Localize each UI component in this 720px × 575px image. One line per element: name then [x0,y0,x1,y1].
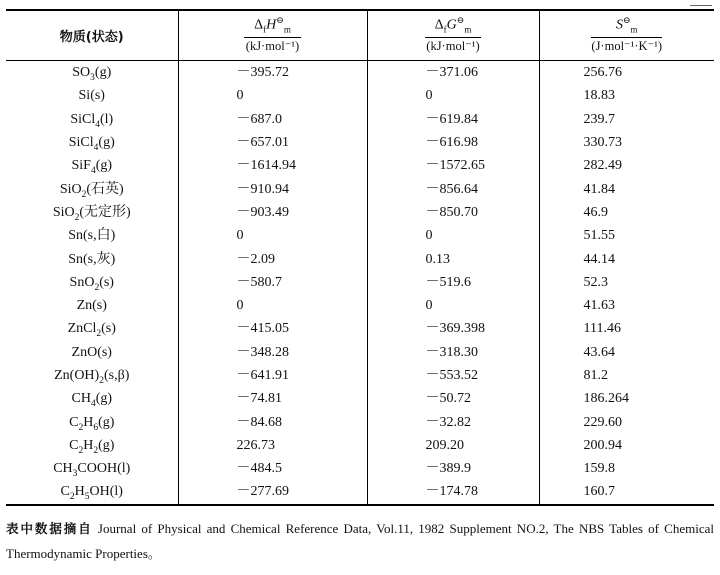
table-row [6,177,714,200]
entropy-cell: 41.63 [539,294,714,317]
enthalpy-cell: 0 [178,294,367,317]
enthalpy-cell: －395.72 [178,61,367,85]
enthalpy-column-header [178,10,367,61]
gibbs-energy-cell: －619.84 [367,108,539,131]
entropy-symbol: $S^⊖_m$ [591,16,662,38]
substance-cell: ZnCl$_2$(s) [6,317,178,340]
enthalpy-cell: －415.05 [178,317,367,340]
source-note [6,516,714,566]
gibbs-energy-cell: 209.20 [367,434,539,457]
entropy-cell: 186.264 [539,387,714,410]
entropy-cell: 330.73 [539,131,714,154]
gibbs-energy-cell: －32.82 [367,410,539,433]
substance-column-header: 物质(状态) [6,10,178,61]
entropy-cell: 229.60 [539,410,714,433]
enthalpy-cell: －1614.94 [178,154,367,177]
table-row [6,294,714,317]
entropy-cell: 52.3 [539,271,714,294]
table-row [6,108,714,131]
enthalpy-cell: －641.91 [178,364,367,387]
substance-cell: $SO_3(g)$ [6,61,178,85]
source-note-prefix: 表中数据摘自 [6,521,93,536]
gibbs-unit: (kJ·mol⁻¹) [426,39,480,54]
entropy-cell: 18.83 [539,84,714,107]
gibbs-energy-cell: －174.78 [367,480,539,504]
substance-cell: Si(s) [6,84,178,107]
substance-cell: $C_2H_6(g)$ [6,410,178,433]
entropy-cell: 44.14 [539,247,714,270]
enthalpy-cell: －657.01 [178,131,367,154]
substance-cell: $CH_3COOH(l)$ [6,457,178,480]
entropy-cell: 200.94 [539,434,714,457]
gibbs-symbol: $\Delta_fG^⊖_m$ [425,16,482,38]
gibbs-energy-cell: －616.98 [367,131,539,154]
gibbs-column-header [367,10,539,61]
entropy-cell: 41.84 [539,177,714,200]
entropy-cell: 159.8 [539,457,714,480]
enthalpy-unit: (kJ·mol⁻¹) [245,39,300,54]
substance-cell: SnO$_2$(s) [6,271,178,294]
gibbs-energy-cell: －519.6 [367,271,539,294]
substance-cell: SiO$_2$(石英) [6,177,178,200]
table-row [6,410,714,433]
entropy-cell: 256.76 [539,61,714,85]
gibbs-energy-cell: －389.9 [367,457,539,480]
entropy-unit: (J·mol⁻¹·K⁻¹) [591,39,663,54]
enthalpy-cell: －84.68 [178,410,367,433]
substance-cell: $C_2H_5OH(l)$ [6,480,178,504]
table-row [6,480,714,504]
table-row [6,457,714,480]
enthalpy-symbol: $\Delta_fH^⊖_m$ [244,16,301,38]
gibbs-energy-cell: －856.64 [367,177,539,200]
gibbs-energy-cell: －371.06 [367,61,539,85]
substance-cell: SiO$_2$(无定形) [6,201,178,224]
gibbs-energy-cell: 0.13 [367,247,539,270]
substance-cell: Sn(s,灰) [6,247,178,270]
table-row [6,131,714,154]
table-row [6,84,714,107]
table-row [6,317,714,340]
entropy-cell: 81.2 [539,364,714,387]
entropy-cell: 111.46 [539,317,714,340]
enthalpy-cell: －277.69 [178,480,367,504]
enthalpy-cell: －2.09 [178,247,367,270]
enthalpy-cell: 0 [178,84,367,107]
substance-cell: Sn(s,白) [6,224,178,247]
entropy-cell: 239.7 [539,108,714,131]
gibbs-energy-cell: －369.398 [367,317,539,340]
entropy-cell: 51.55 [539,224,714,247]
gibbs-energy-cell: －50.72 [367,387,539,410]
table-row [6,201,714,224]
source-note-text: Journal of Physical and Chemical Reference Data, Vol.11, 1982 Supplement NO.2, The NBS Tables of Chemical Thermodynamic Properties。 [6,521,714,561]
enthalpy-cell: －580.7 [178,271,367,294]
substance-cell: SiCl$_4$(g) [6,131,178,154]
table-row [6,364,714,387]
substance-cell: $CH_4(g)$ [6,387,178,410]
substance-cell: Zn(s) [6,294,178,317]
substance-cell: ZnO(s) [6,341,178,364]
gibbs-energy-cell: 0 [367,224,539,247]
entropy-column-header [539,10,714,61]
enthalpy-cell: 0 [178,224,367,247]
enthalpy-cell: －74.81 [178,387,367,410]
table-row [6,154,714,177]
substance-cell: $Zn(OH)_2(s,\beta)$ [6,364,178,387]
gibbs-energy-cell: 0 [367,84,539,107]
substance-cell: SiCl$_4$(l) [6,108,178,131]
enthalpy-cell: －903.49 [178,201,367,224]
gibbs-energy-cell: －850.70 [367,201,539,224]
entropy-cell: 43.64 [539,341,714,364]
enthalpy-cell: 226.73 [178,434,367,457]
table-row [6,61,714,85]
enthalpy-cell: －484.5 [178,457,367,480]
substance-cell: SiF$_4$(g) [6,154,178,177]
entropy-cell: 46.9 [539,201,714,224]
entropy-cell: 282.49 [539,154,714,177]
gibbs-energy-cell: －553.52 [367,364,539,387]
table-row [6,271,714,294]
entropy-cell: 160.7 [539,480,714,504]
enthalpy-cell: －348.28 [178,341,367,364]
table-row [6,224,714,247]
gibbs-energy-cell: 0 [367,294,539,317]
table-header-row [6,10,714,61]
gibbs-energy-cell: －1572.65 [367,154,539,177]
thermodynamic-data-table [6,9,714,506]
table-row [6,434,714,457]
page-edge-mark [690,0,712,6]
table-row [6,387,714,410]
table-row [6,247,714,270]
table-row [6,341,714,364]
enthalpy-cell: －687.0 [178,108,367,131]
substance-cell: $C_2H_2(g)$ [6,434,178,457]
enthalpy-cell: －910.94 [178,177,367,200]
gibbs-energy-cell: －318.30 [367,341,539,364]
